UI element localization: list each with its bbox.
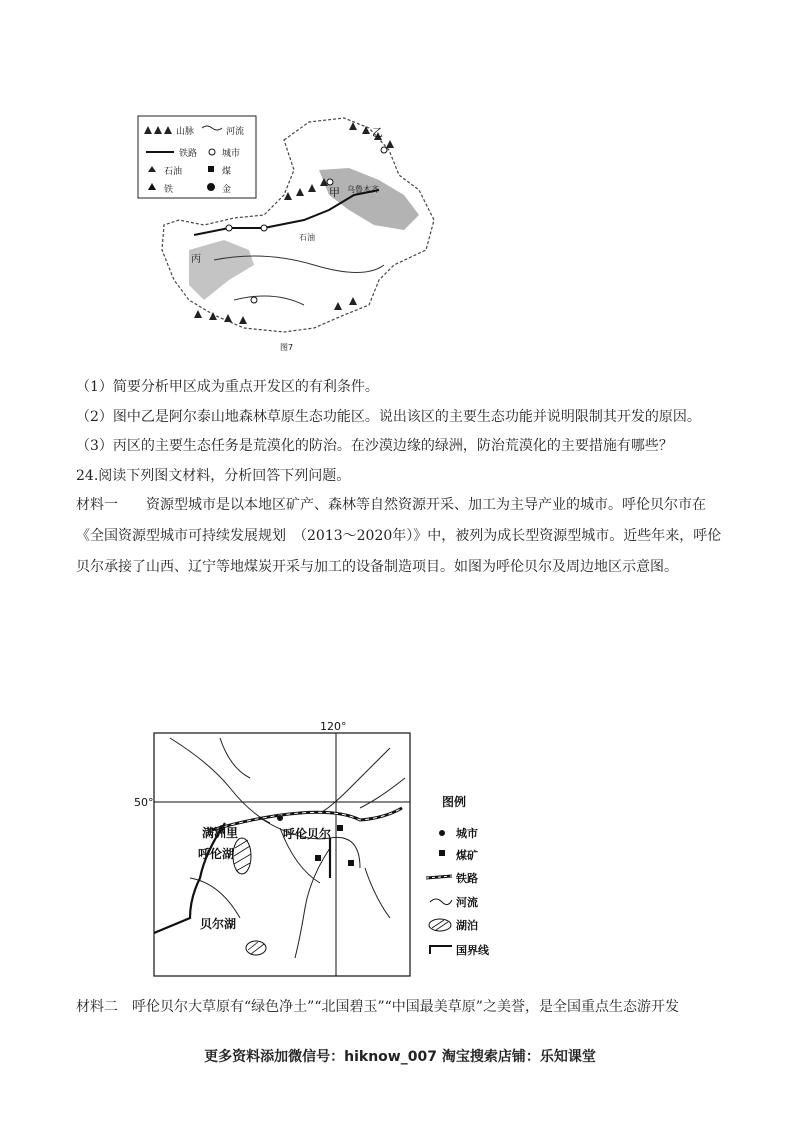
legend-coal-label: 煤: [222, 167, 232, 177]
q24-title: 24.阅读下列图文材料，分析回答下列问题。: [76, 468, 351, 484]
legend-coal-mine-label: 煤矿: [456, 849, 478, 862]
zone-bing-shading: [189, 240, 254, 300]
material1-line-3: 贝尔承接了山西、辽宁等地煤炭开采与加工的设备制造项目。如图为呼伦贝尔及周边地区示意图。: [76, 559, 678, 575]
legend-mountain-icon: [144, 126, 172, 134]
legend-gold-label: 金: [222, 185, 232, 195]
legend-river-label: 河流: [456, 896, 478, 909]
legend-mountain-label: 山脉: [176, 127, 195, 137]
map-frame: [154, 733, 410, 976]
label-hulunbeier: 呼伦贝尔: [283, 827, 332, 841]
city-hulunbeier: [277, 815, 283, 821]
legend-coal-mine-icon: [439, 850, 445, 856]
question-3: （3）丙区的主要生态任务是荒漠化的防治。在沙漠边缘的绿洲，防治荒漠化的主要措施有哪些？: [76, 438, 673, 454]
legend-border-label: 国界线: [456, 944, 489, 957]
latitude-label: 50°: [134, 796, 154, 809]
label-manzhouli: 满洲里: [202, 826, 239, 840]
material2-line: 材料二 呼伦贝尔大草原有“绿色净土”“北国碧玉”“中国最美草原”之美誉，是全国重点生态游开发: [76, 999, 679, 1015]
figure-hulunbeier-map: [130, 718, 510, 978]
label-oil: 石油: [299, 233, 315, 242]
label-urumqi: 乌鲁木齐: [347, 185, 379, 194]
material1-line-1: 材料一 资源型城市是以本地区矿产、森林等自然资源开采、加工为主导产业的城市。呼伦贝尔市在: [76, 497, 706, 513]
xinjiang-map-svg: [134, 100, 446, 358]
legend-lake-icon: [429, 919, 451, 931]
label-beier-lake: 贝尔湖: [200, 917, 237, 931]
question-2: （2）图中乙是阿尔泰山地森林草原生态功能区。说出该区的主要生态功能并说明限制其开发的原因。: [76, 409, 701, 425]
legend-oil-label: 石油: [164, 167, 183, 177]
figure1-caption: 图7: [280, 343, 294, 352]
material1-line-2: 《全国资源型城市可持续发展规划 （2013～2020年）》中，被列为成长型资源型城市。近些年来，呼伦: [76, 528, 722, 544]
legend-coal-icon: [208, 166, 214, 172]
legend-railway-label: 铁路: [456, 872, 478, 885]
zone-jia-shading: [319, 168, 419, 230]
label-bing: 丙: [191, 254, 201, 265]
legend-title: 图例: [442, 795, 467, 809]
legend-city-icon: [209, 149, 215, 155]
legend-railway-label: 铁路: [179, 149, 198, 159]
label-yi: 乙: [372, 126, 383, 139]
longitude-label: 120°: [320, 720, 347, 733]
question-1: （1）简要分析甲区成为重点开发区的有利条件。: [76, 379, 379, 395]
coal-mine-marker: [348, 860, 354, 866]
legend-lake-label: 湖泊: [456, 919, 478, 932]
legend-iron-label: 铁: [164, 185, 174, 195]
legend-border-icon: [430, 946, 452, 954]
footer-contact: 更多资料添加微信号：hiknow_007 淘宝搜索店铺：乐知课堂: [204, 1049, 596, 1065]
label-hulun-lake: 呼伦湖: [198, 847, 235, 861]
legend-city-label: 城市: [456, 827, 478, 840]
river-line: [234, 296, 304, 305]
legend-gold-icon: [208, 184, 215, 191]
figure-xinjiang-map: [134, 100, 446, 358]
legend-city-label: 城市: [222, 149, 241, 159]
legend-river-label: 河流: [226, 127, 245, 137]
legend-river-icon: [430, 899, 452, 905]
hulunbeier-map-svg: [130, 718, 510, 978]
coal-mine-marker: [337, 825, 343, 831]
legend-city-icon: [439, 830, 445, 836]
coal-mine-marker: [315, 855, 321, 861]
label-jia: 甲: [329, 186, 340, 199]
